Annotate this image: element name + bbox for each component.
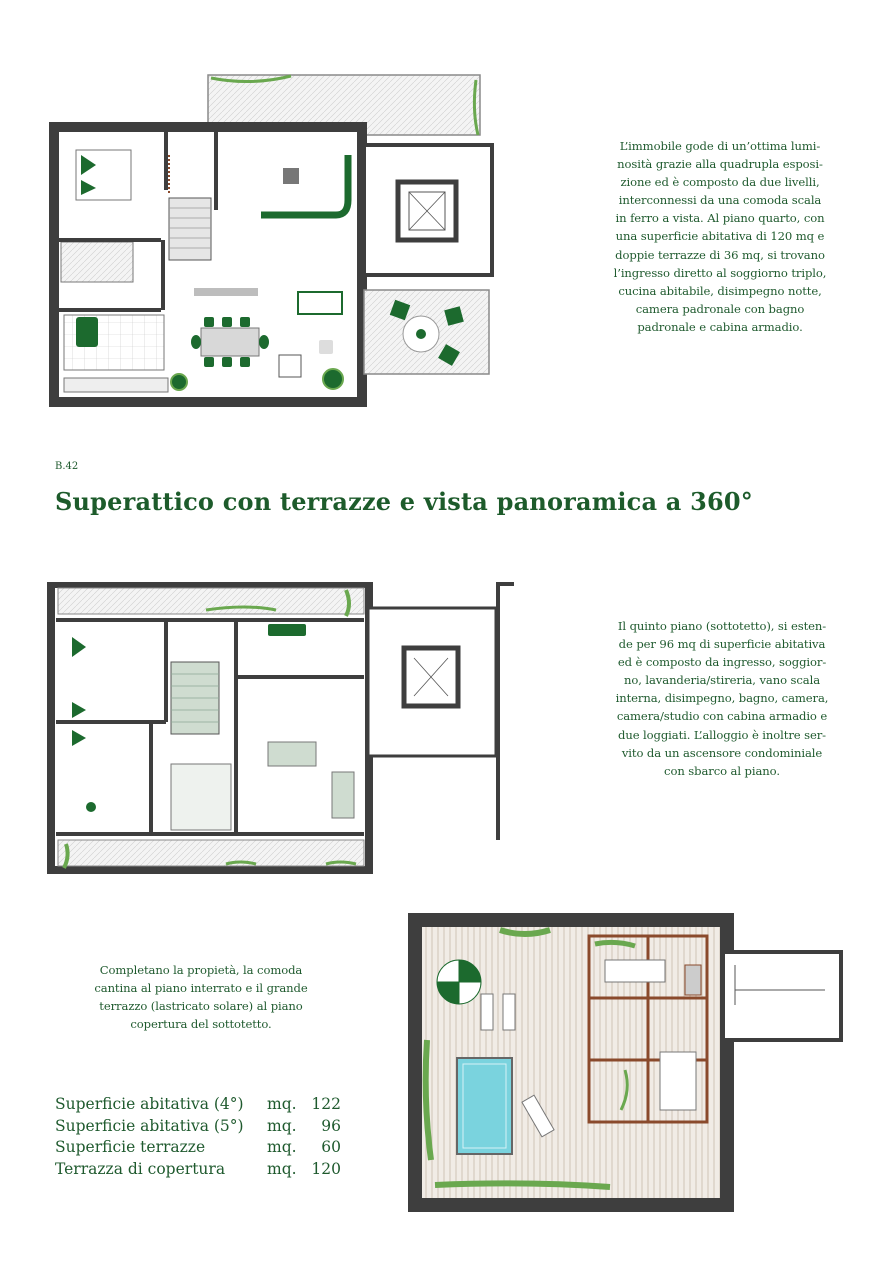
- fifth-floor-description: Il quinto piano (sottotetto), si esten- de per 96 mq di superficie abitativa ed è composto da ingresso, soggior- no, lavanderia/stireria, vano scala interna, disimpegno, bagno, camera, camera/studio con cabina armadio e due loggiati. L’alloggio è inoltre ser- vito da un ascensore condominiale con sbarco al piano.: [615, 619, 829, 778]
- floor-plan-fifth: [46, 582, 526, 877]
- listing-code: B.42: [55, 461, 79, 472]
- floor-plan-fourth: [36, 70, 516, 415]
- area-label: Superficie terrazze: [55, 1138, 206, 1156]
- area-unit: mq.: [267, 1159, 297, 1178]
- area-unit: mq.: [267, 1116, 297, 1135]
- area-summary: [55, 1095, 355, 1181]
- area-label: Superficie abitativa (4°): [55, 1095, 244, 1113]
- floor-plan-roof: [405, 910, 850, 1215]
- area-label: Superficie abitativa (5°): [55, 1116, 244, 1135]
- area-row: [55, 1117, 355, 1139]
- area-unit: mq.: [267, 1095, 297, 1113]
- area-value: 120: [311, 1159, 341, 1178]
- fourth-floor-description: L’immobile gode di un’ottima lumi- nosità grazie alla quadrupla esposi- zione ed è composto da due livelli, interconnessi da una comoda scala in ferro a vista. Al piano quarto, con una superficie abitativa di 120 mq e doppie terrazze di 36 mq, si trovano l’ingresso diretto al soggiorno triplo, cucina abitabile, disimpegno notte, camera padronale con bagno padronale e cabina armadio.: [613, 139, 827, 334]
- area-row: [55, 1160, 355, 1182]
- area-value: 60: [321, 1138, 341, 1156]
- area-value: 96: [321, 1116, 341, 1135]
- roof-description: Completano la propietà, la comoda cantina al piano interrato e il grande terrazzo (lastricato solare) al piano copertura del sottotetto.: [94, 963, 308, 1032]
- area-unit: mq.: [267, 1138, 297, 1156]
- area-row: [55, 1095, 355, 1117]
- area-label: Terrazza di copertura: [55, 1159, 226, 1178]
- page-title: Superattico con terrazze e vista panoramica a 360°: [55, 487, 754, 516]
- area-value: 122: [311, 1095, 341, 1113]
- area-row: [55, 1138, 355, 1160]
